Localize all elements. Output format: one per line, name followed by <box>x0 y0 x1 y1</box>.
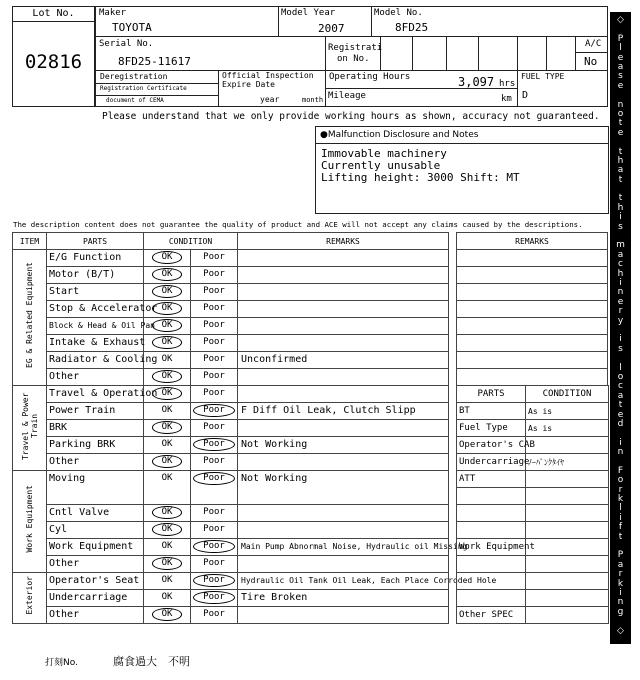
poor-option <box>191 352 238 369</box>
registration-cert-label: Registration Certificate <box>100 85 187 92</box>
table-row <box>13 522 449 539</box>
table-row <box>13 301 449 318</box>
right-remarks-header: REMARKS <box>457 233 608 250</box>
right-part-condition: ﾉｰﾊﾟﾝｸﾀｲﾔ <box>526 454 609 471</box>
poor-option <box>191 590 238 607</box>
month-label: month <box>302 96 324 104</box>
poor-label: Poor <box>203 286 225 296</box>
part-name: Intake & Exhaust <box>47 335 144 352</box>
ok-option <box>144 505 191 522</box>
remark-cell <box>457 318 608 335</box>
remark <box>238 505 449 522</box>
part-name: Block & Head & Oil Pan <box>47 318 144 335</box>
right-part-condition <box>526 556 609 573</box>
poor-label: Poor <box>203 320 225 330</box>
right-part-condition: As is <box>526 420 609 437</box>
right-part-condition <box>526 505 609 522</box>
poor-label: Poor <box>203 388 225 398</box>
poor-option <box>191 573 238 590</box>
selected-ok-mark: OK <box>152 506 183 519</box>
poor-label: Poor <box>203 371 225 381</box>
maker-value: TOYOTA <box>112 21 152 34</box>
item-group-label: Work Equipment <box>13 471 47 573</box>
right-part-name: Fuel Type <box>457 420 526 437</box>
right-part-condition <box>526 522 609 539</box>
right-part-condition <box>526 488 609 505</box>
selected-ok-mark: OK <box>152 608 183 621</box>
hrs-unit: hrs <box>499 79 516 89</box>
part-name: Other <box>47 369 144 386</box>
table-row <box>457 301 608 318</box>
remark <box>238 386 449 403</box>
poor-label: Poor <box>203 303 225 313</box>
maker-label: Maker <box>99 8 127 18</box>
lot-no-label: Lot No. <box>13 7 94 22</box>
remark <box>238 250 449 267</box>
table-row <box>13 318 449 335</box>
ok-option <box>144 437 191 454</box>
malfunction-line: Currently unusable <box>321 159 441 172</box>
selected-poor-mark: Poor <box>193 404 235 417</box>
remarks-header: REMARKS <box>238 233 449 250</box>
poor-option <box>191 403 238 420</box>
table-row <box>457 335 608 352</box>
table-row <box>457 471 609 488</box>
table-row <box>13 539 449 556</box>
selected-ok-mark: OK <box>152 336 183 349</box>
registration-label-2: on No. <box>337 54 370 64</box>
poor-label: Poor <box>203 524 225 534</box>
remark: F Diff Oil Leak, Clutch Slipp <box>238 403 449 420</box>
selected-ok-mark: OK <box>152 523 183 536</box>
selected-poor-mark: Poor <box>193 472 235 485</box>
part-name: Stop & Accelerator <box>47 301 144 318</box>
right-part-name <box>457 573 526 590</box>
selected-ok-mark: OK <box>152 285 183 298</box>
part-name: Parking BRK <box>47 437 144 454</box>
km-unit: km <box>501 94 512 104</box>
remark: Tire Broken <box>238 590 449 607</box>
remark-cell <box>457 369 608 386</box>
poor-option <box>191 522 238 539</box>
remark <box>238 522 449 539</box>
remark <box>238 284 449 301</box>
deregistration-label: Deregistration <box>100 72 168 81</box>
part-name: Motor (B/T) <box>47 267 144 284</box>
table-row <box>457 437 609 454</box>
right-part-name: Other SPEC <box>457 607 526 624</box>
poor-option <box>191 284 238 301</box>
item-group-label: Exterior <box>13 573 47 624</box>
table-row <box>13 250 449 267</box>
table-row <box>457 250 608 267</box>
ok-label: OK <box>161 473 173 483</box>
inspection-label-2: Expire Date <box>222 80 275 89</box>
part-name: Work Equipment <box>47 539 144 556</box>
remark-cell <box>457 284 608 301</box>
side-location-note: ◇ P l e a s e n o t e t h a t t h i s m a c h i n e r y i s l o c a t e d i n F o r k l i f t P a r k i n g ◇ <box>610 12 631 644</box>
table-row <box>457 420 609 437</box>
right-condition-header: CONDITION <box>526 386 609 403</box>
table-row <box>457 318 608 335</box>
malfunction-line: Immovable machinery <box>321 147 447 160</box>
right-part-condition <box>526 573 609 590</box>
ok-option <box>144 403 191 420</box>
ok-option <box>144 573 191 590</box>
remark: Not Working <box>238 437 449 454</box>
table-row <box>457 539 609 556</box>
ok-option <box>144 556 191 573</box>
item-header: ITEM <box>13 233 47 250</box>
ok-option <box>144 590 191 607</box>
stamp-label: 打刻No. <box>45 658 78 668</box>
operating-hours-label: Operating Hours <box>329 72 411 82</box>
mileage-label: Mileage <box>328 91 366 101</box>
selected-poor-mark: Poor <box>193 438 235 451</box>
remark-cell <box>457 335 608 352</box>
ok-label: OK <box>161 439 173 449</box>
table-row <box>13 505 449 522</box>
remark: Not Working <box>238 471 449 505</box>
table-row <box>13 454 449 471</box>
model-year-value: 2007 <box>318 22 345 35</box>
serial-value: 8FD25-11617 <box>118 55 191 68</box>
remark: Main Pump Abnormal Noise, Hydraulic oil Missing <box>238 539 449 556</box>
ac-value: No <box>584 55 598 68</box>
selected-ok-mark: OK <box>152 387 183 400</box>
selected-ok-mark: OK <box>152 370 183 383</box>
part-name: Radiator & Cooling <box>47 352 144 369</box>
table-row <box>457 590 609 607</box>
right-part-name: Undercarriage <box>457 454 526 471</box>
selected-poor-mark: Poor <box>193 540 235 553</box>
table-row <box>13 267 449 284</box>
ok-label: OK <box>161 354 173 364</box>
right-part-name: Work Equipment <box>457 539 526 556</box>
remark-cell <box>457 352 608 369</box>
table-row <box>457 267 608 284</box>
right-part-name: BT <box>457 403 526 420</box>
poor-label: Poor <box>203 558 225 568</box>
year-label: year <box>260 95 280 104</box>
stamp-value: 腐食過大 不明 <box>113 655 190 668</box>
poor-option <box>191 454 238 471</box>
right-parts-table <box>456 385 609 624</box>
ac-label: A/C <box>585 39 602 49</box>
right-part-condition <box>526 590 609 607</box>
table-row <box>457 403 609 420</box>
remark <box>238 335 449 352</box>
part-name: Undercarriage <box>47 590 144 607</box>
right-part-name <box>457 488 526 505</box>
selected-ok-mark: OK <box>152 302 183 315</box>
ok-option <box>144 420 191 437</box>
poor-label: Poor <box>203 456 225 466</box>
remark <box>238 607 449 624</box>
ok-option <box>144 454 191 471</box>
part-name: BRK <box>47 420 144 437</box>
poor-option <box>191 318 238 335</box>
table-row <box>457 284 608 301</box>
selected-ok-mark: OK <box>152 319 183 332</box>
poor-option <box>191 386 238 403</box>
fuel-type-value: D <box>522 90 529 101</box>
ok-label: OK <box>161 405 173 415</box>
remark <box>238 301 449 318</box>
ok-option <box>144 335 191 352</box>
ok-option <box>144 539 191 556</box>
right-parts-header: PARTS <box>457 386 526 403</box>
working-hours-notice: Please understand that we only provide working hours as shown, accuracy not guaranteed. <box>102 111 600 122</box>
poor-option <box>191 250 238 267</box>
remark: Unconfirmed <box>238 352 449 369</box>
selected-ok-mark: OK <box>152 455 183 468</box>
right-remarks-table <box>456 232 608 386</box>
right-part-condition <box>526 437 609 454</box>
ok-option <box>144 522 191 539</box>
ok-option <box>144 607 191 624</box>
fuel-type-label: FUEL TYPE <box>521 72 565 81</box>
selected-ok-mark: OK <box>152 557 183 570</box>
table-row <box>13 386 449 403</box>
serial-label: Serial No. <box>99 39 154 49</box>
table-row <box>13 590 449 607</box>
malfunction-title: ●Malfunction Disclosure and Notes <box>320 130 479 140</box>
parts-header: PARTS <box>47 233 144 250</box>
model-no-value: 8FD25 <box>395 21 429 34</box>
registration-label: Registrati <box>328 43 383 53</box>
item-group-label: Travel & Power Train <box>13 386 47 471</box>
table-row <box>457 522 609 539</box>
remark <box>238 267 449 284</box>
table-row <box>457 352 608 369</box>
remark <box>238 454 449 471</box>
part-name: Cntl Valve <box>47 505 144 522</box>
poor-label: Poor <box>203 507 225 517</box>
remark-cell <box>457 250 608 267</box>
part-name: Other <box>47 607 144 624</box>
remark <box>238 420 449 437</box>
table-row <box>13 369 449 386</box>
poor-option <box>191 471 238 505</box>
selected-ok-mark: OK <box>152 251 183 264</box>
remark: Hydraulic Oil Tank Oil Leak, Each Place Corroded Hole <box>238 573 449 590</box>
inspection-label: Official Inspection <box>222 71 314 80</box>
table-row <box>13 420 449 437</box>
condition-header: CONDITION <box>144 233 238 250</box>
model-no-label: Model No. <box>374 8 423 18</box>
table-row <box>13 437 449 454</box>
ok-option <box>144 267 191 284</box>
right-part-name <box>457 590 526 607</box>
remark <box>238 556 449 573</box>
poor-option <box>191 301 238 318</box>
right-part-name: Operator's CAB <box>457 437 526 454</box>
ok-option <box>144 471 191 505</box>
ok-label: OK <box>161 575 173 585</box>
table-row <box>457 505 609 522</box>
table-row <box>457 573 609 590</box>
table-row <box>457 556 609 573</box>
right-part-name <box>457 505 526 522</box>
poor-option <box>191 607 238 624</box>
table-row <box>13 335 449 352</box>
poor-option <box>191 556 238 573</box>
right-part-condition <box>526 471 609 488</box>
part-name: Other <box>47 454 144 471</box>
lot-no-value: 02816 <box>24 51 83 73</box>
part-name: Power Train <box>47 403 144 420</box>
lot-no-box <box>12 6 95 107</box>
selected-ok-mark: OK <box>152 268 183 281</box>
table-row <box>13 284 449 301</box>
poor-option <box>191 539 238 556</box>
table-row <box>13 607 449 624</box>
table-row <box>13 471 449 505</box>
model-year-label: Model Year <box>281 8 336 18</box>
remark <box>238 369 449 386</box>
poor-label: Poor <box>203 422 225 432</box>
part-name: Moving <box>47 471 144 505</box>
table-row <box>13 352 449 369</box>
item-group-label: EG & Related Equipment <box>13 250 47 386</box>
part-name: Travel & Operation <box>47 386 144 403</box>
right-part-name <box>457 522 526 539</box>
table-row <box>13 556 449 573</box>
ok-label: OK <box>161 592 173 602</box>
poor-option <box>191 420 238 437</box>
part-name: Cyl <box>47 522 144 539</box>
malfunction-box <box>315 126 609 214</box>
right-part-condition: As is <box>526 403 609 420</box>
right-part-condition <box>526 607 609 624</box>
poor-option <box>191 437 238 454</box>
table-row <box>457 607 609 624</box>
remark-cell <box>457 301 608 318</box>
poor-option <box>191 335 238 352</box>
cema-label: document of CEMA <box>106 97 164 104</box>
table-row <box>13 573 449 590</box>
table-row <box>13 403 449 420</box>
ok-option <box>144 369 191 386</box>
right-part-condition <box>526 539 609 556</box>
part-name: Start <box>47 284 144 301</box>
remark-cell <box>457 267 608 284</box>
ok-label: OK <box>161 541 173 551</box>
part-name: Operator's Seat <box>47 573 144 590</box>
right-part-name: ATT <box>457 471 526 488</box>
selected-ok-mark: OK <box>152 421 183 434</box>
selected-poor-mark: Poor <box>193 591 235 604</box>
poor-label: Poor <box>203 609 225 619</box>
poor-label: Poor <box>203 354 225 364</box>
disclaimer: The description content does not guarantee the quality of product and ACE will not accept any claims caused by the descriptions. <box>13 220 583 229</box>
poor-label: Poor <box>203 337 225 347</box>
right-part-name <box>457 556 526 573</box>
ok-option <box>144 250 191 267</box>
table-row <box>457 488 609 505</box>
operating-hours-value: 3,097 <box>458 75 495 89</box>
malfunction-line: Lifting height: 3000 Shift: MT <box>321 171 520 184</box>
part-name: Other <box>47 556 144 573</box>
ok-option <box>144 284 191 301</box>
poor-option <box>191 267 238 284</box>
poor-label: Poor <box>203 252 225 262</box>
table-row <box>457 454 609 471</box>
selected-poor-mark: Poor <box>193 574 235 587</box>
poor-label: Poor <box>203 269 225 279</box>
poor-option <box>191 369 238 386</box>
remark <box>238 318 449 335</box>
table-row <box>457 369 608 386</box>
poor-option <box>191 505 238 522</box>
part-name: E/G Function <box>47 250 144 267</box>
